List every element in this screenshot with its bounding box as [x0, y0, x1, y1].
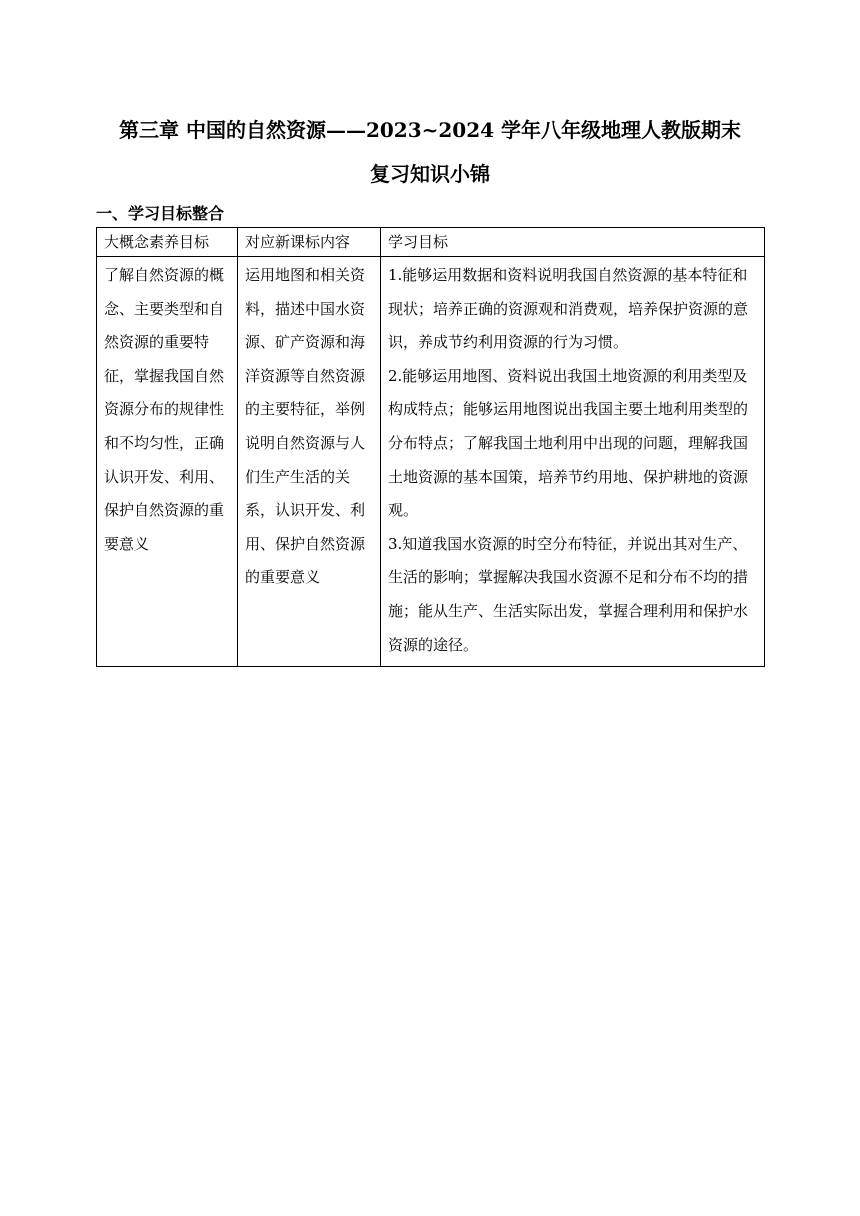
header-concept: 大概念素养目标	[97, 228, 238, 257]
standard-cell: 运用地图和相关资料，描述中国水资源、矿产资源和海洋资源等自然资源的主要特征，举例说明自然资源与人们生产生活的关系，认识开发、利用、保护自然资源的重要意义	[238, 257, 381, 667]
section-heading: 一、学习目标整合	[96, 204, 225, 223]
table-row	[97, 257, 765, 667]
objectives-cell	[381, 257, 765, 667]
document-title-line-2: 复习知识小锦	[370, 162, 490, 186]
objective-item-1: 1.能够运用数据和资料说明我国自然资源的基本特征和现状；培养正确的资源观和消费观，培养保护资源的意识，养成节约利用资源的行为习惯。	[388, 266, 749, 352]
header-standard: 对应新课标内容	[238, 228, 381, 257]
concept-cell: 了解自然资源的概念、主要类型和自然资源的重要特征，掌握我国自然资源分布的规律性和不均匀性，正确认识开发、利用、保护自然资源的重要意义	[97, 257, 238, 667]
objective-item-3: 3.知道我国水资源的时空分布特征，并说出其对生产、生活的影响；掌握解决我国水资源不足和分布不均的措施；能从生产、生活实际出发，掌握合理利用和保护水资源的途径。	[388, 534, 749, 654]
table-header-row	[97, 228, 765, 257]
learning-goals-table	[96, 227, 765, 667]
document-title-line-1: 第三章 中国的自然资源——2023~2024 学年八年级地理人教版期末	[118, 118, 741, 142]
objective-item-2: 2.能够运用地图、资料说出我国土地资源的利用类型及构成特点；能够运用地图说出我国主要土地利用类型的分布特点；了解我国土地利用中出现的问题，理解我国土地资源的基本国策，培养节约用地、保护耕地的资源观。	[388, 366, 749, 520]
header-objectives: 学习目标	[381, 228, 765, 257]
